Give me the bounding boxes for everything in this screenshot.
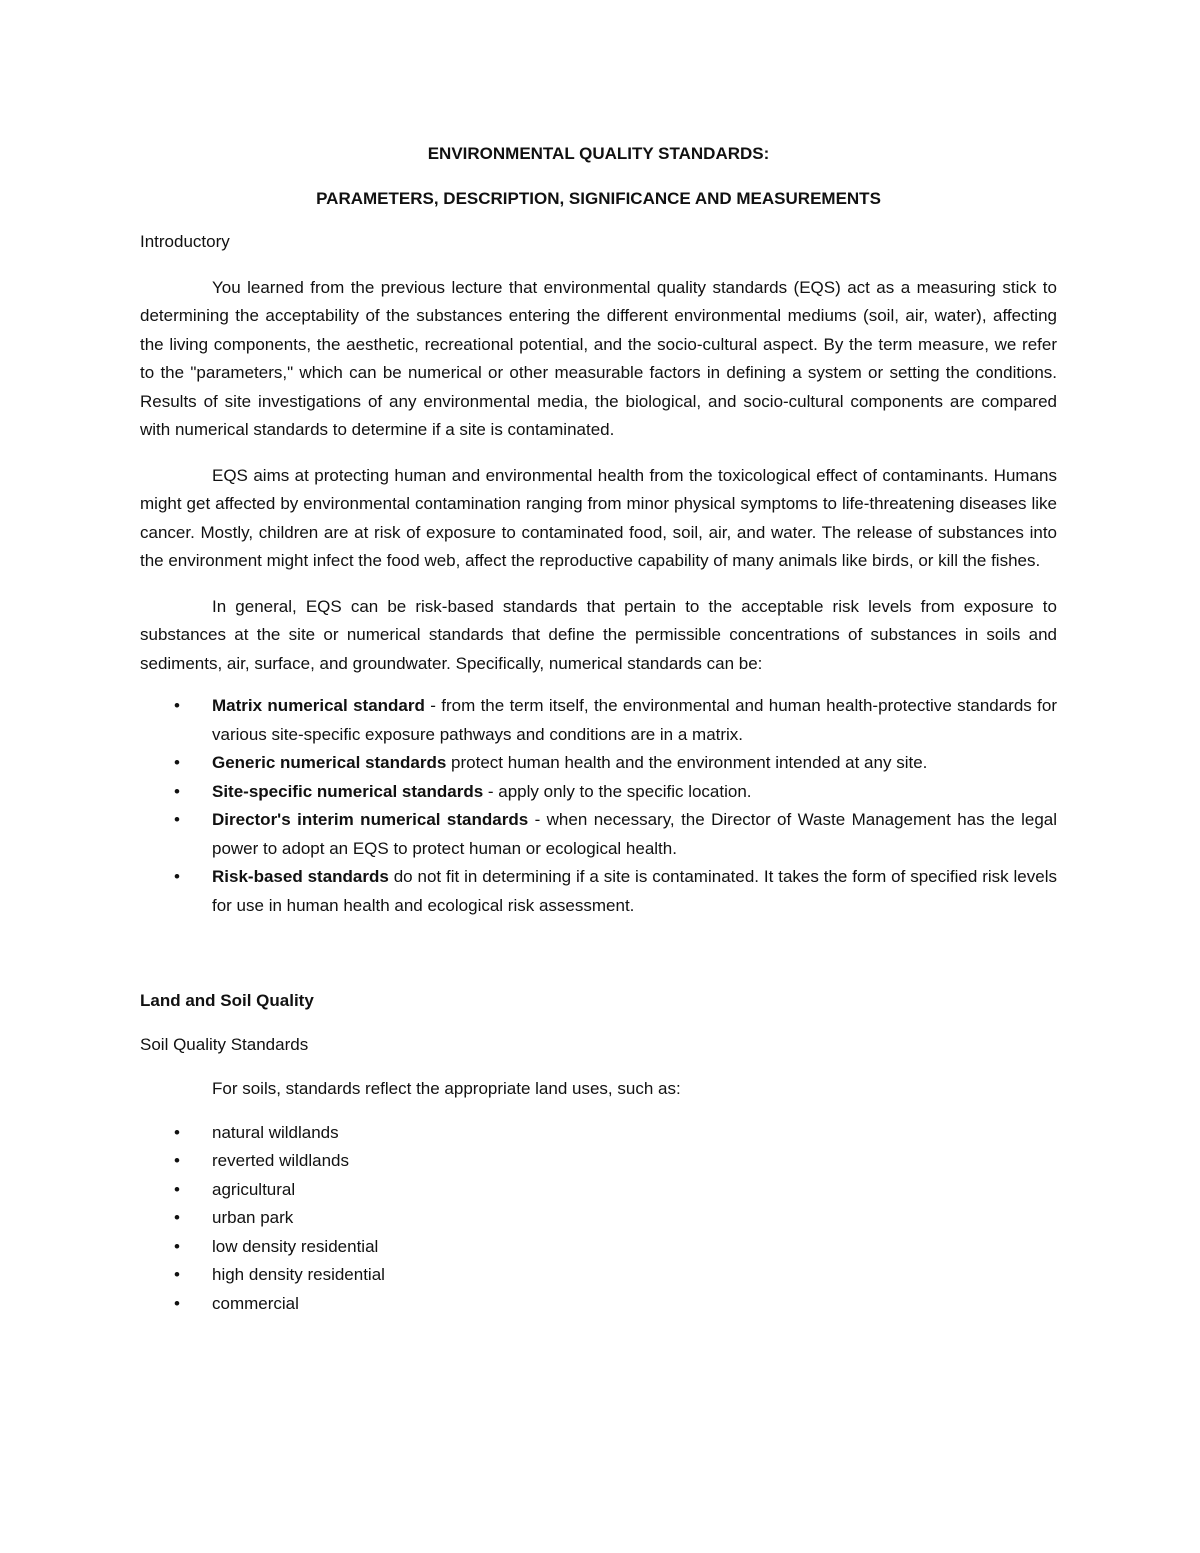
bullet-icon: • <box>174 1208 180 1227</box>
land-use-text: low density residential <box>212 1236 379 1256</box>
intro-paragraph-2: EQS aims at protecting human and environmental health from the toxicological effect of contaminants. Humans might get affected by environmental contamination ranging from minor physical symptoms to life-threatening diseases like cancer. Mostly, children are at risk of exposure to contaminated food, soil, air, and water. The release of substances into the environment might infect the food web, affect the reproductive capability of many animals like birds, or kill the fishes. <box>140 465 1057 570</box>
intro-label: Introductory <box>140 232 230 251</box>
list-item <box>140 1204 1057 1233</box>
standard-term: Director's interim numerical standards <box>212 810 529 829</box>
bullet-icon: • <box>174 1236 180 1256</box>
land-use-text: agricultural <box>212 1179 296 1199</box>
standard-text: protect human health and the environment intended at any site. <box>446 753 928 772</box>
bullet-icon: • <box>174 1293 180 1313</box>
standard-term: Matrix numerical standard <box>212 696 425 715</box>
land-use-text: urban park <box>212 1208 294 1227</box>
standard-text: do not fit in determining if a site is contaminated. It takes the form of specified risk levels for use in human health and ecological risk assessment. <box>212 867 1057 915</box>
intro-paragraph-3: In general, EQS can be risk-based standards that pertain to the acceptable risk levels from exposure to substances at the site or numerical standards that define the permissible concentrations of substances in soils and sediments, air, surface, and groundwater. Specifically, numerical standards can be: <box>140 596 1057 673</box>
sub-heading: Soil Quality Standards <box>140 1034 309 1054</box>
soil-lead-paragraph: For soils, standards reflect the appropriate land uses, such as: <box>212 1079 681 1098</box>
standard-term: Site-specific numerical standards <box>212 781 484 801</box>
land-use-text: high density residential <box>212 1265 385 1284</box>
land-use-text: natural wildlands <box>212 1122 339 1142</box>
bullet-icon: • <box>174 810 180 829</box>
land-use-list <box>140 1119 1057 1319</box>
section-heading: Land and Soil Quality <box>140 991 314 1010</box>
list-item <box>140 1147 1057 1176</box>
intro-paragraph-1: You learned from the previous lecture that environmental quality standards (EQS) act as a measuring stick to determining the acceptability of the substances entering the different environmental mediums (soil, air, water), affecting the living components, the aesthetic, recreational potential, and the socio-cultural aspect. By the term measure, we refer to the "parameters," which can be numerical or other measurable factors in defining a system or setting the conditions. Results of site investigations of any environmental media, the biological, and socio-cultural components are compared with numerical standards to determine if a site is contaminated. <box>140 277 1057 439</box>
list-item <box>140 1176 1057 1205</box>
list-item <box>140 806 1057 863</box>
list-item <box>140 1119 1057 1148</box>
document-subtitle: PARAMETERS, DESCRIPTION, SIGNIFICANCE AND MEASUREMENTS <box>316 188 881 208</box>
bullet-icon: • <box>174 753 180 772</box>
land-use-text: commercial <box>212 1293 299 1313</box>
bullet-icon: • <box>174 1179 180 1199</box>
document-page <box>140 140 1057 1318</box>
list-item <box>140 1261 1057 1290</box>
document-title: ENVIRONMENTAL QUALITY STANDARDS: <box>427 144 770 163</box>
list-item <box>140 749 1057 778</box>
bullet-icon: • <box>174 1122 180 1142</box>
standard-term: Risk-based standards <box>212 867 389 886</box>
list-item <box>140 692 1057 749</box>
bullet-icon: • <box>174 1265 180 1284</box>
bullet-icon: • <box>174 696 180 715</box>
standard-term: Generic numerical standards <box>212 753 447 772</box>
standards-list <box>140 692 1057 920</box>
list-item <box>140 778 1057 807</box>
list-item <box>140 1290 1057 1319</box>
land-use-text: reverted wildlands <box>212 1151 350 1170</box>
bullet-icon: • <box>174 781 180 801</box>
bullet-icon: • <box>174 1151 180 1170</box>
standard-text: - when necessary, the Director of Waste Management has the legal power to adopt an EQS to protect human or ecological health. <box>212 810 1058 858</box>
list-item <box>140 863 1057 920</box>
list-item <box>140 1233 1057 1262</box>
bullet-icon: • <box>174 867 180 886</box>
standard-text: - from the term itself, the environmental and human health-protective standards for various site-specific exposure pathways and conditions are in a matrix. <box>212 696 1057 744</box>
standard-text: - apply only to the specific location. <box>483 781 752 801</box>
